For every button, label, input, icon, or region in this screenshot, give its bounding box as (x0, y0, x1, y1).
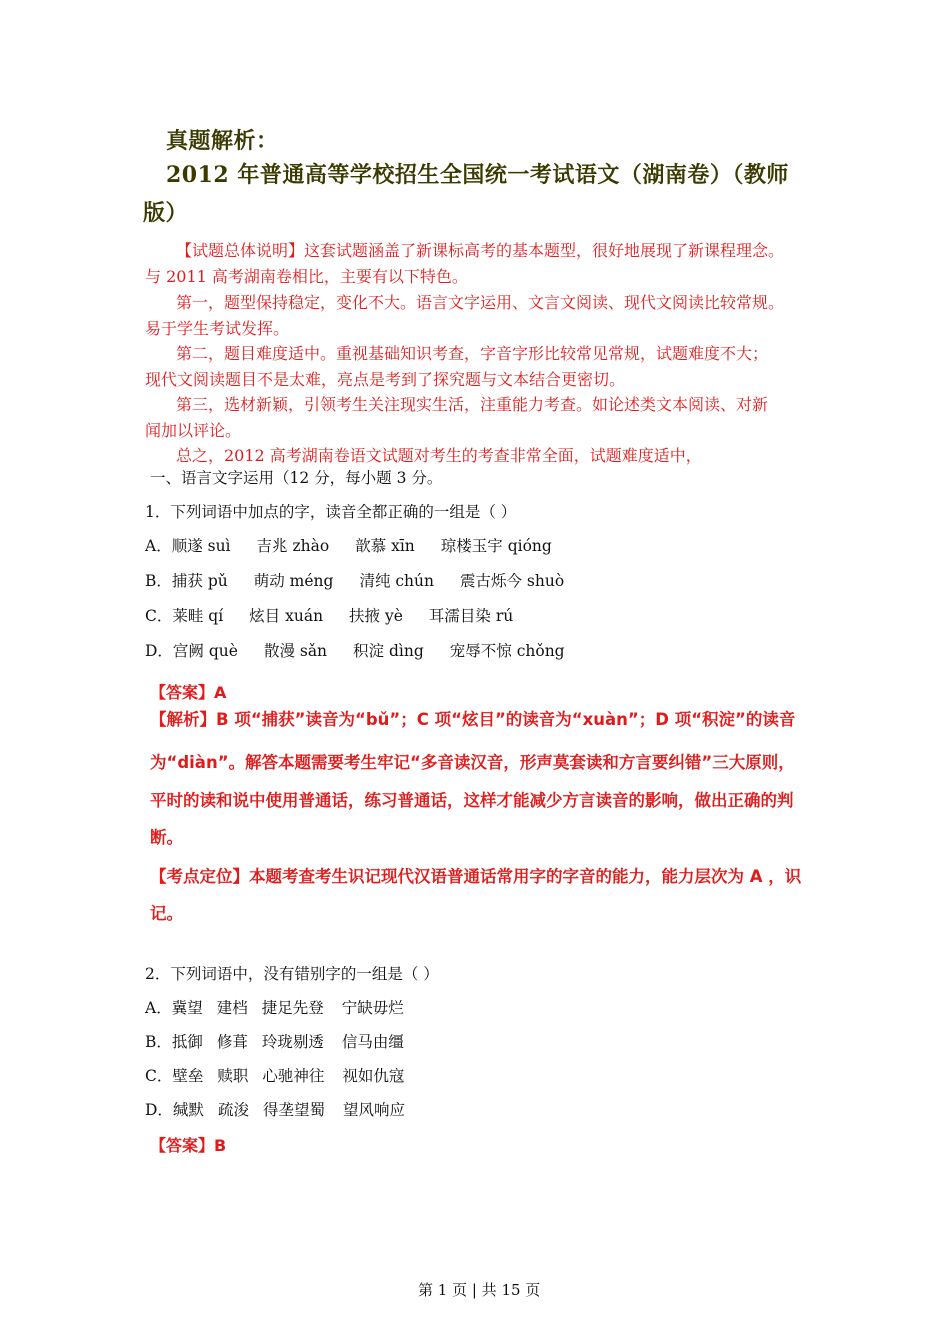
page-footer: 第 1 页 | 共 15 页 (418, 1281, 541, 1299)
q2-answer: 【答案】B (150, 1136, 227, 1155)
intro-line: 易于学生考试发挥。 (145, 319, 290, 338)
heading-line3: 版） (143, 200, 189, 226)
q1-explain-line: 【解析】B 项“捕获”读音为“bǔ”；C 项“炫目”的读音为“xuàn”；D 项“积淀”的读音 (150, 710, 796, 729)
option-term: 宁缺毋烂 (341, 999, 404, 1017)
q1-point-line: 记。 (150, 904, 183, 923)
option-term: 信马由缰 (341, 1033, 404, 1051)
option-term: C．壁垒 (145, 1067, 204, 1085)
q2-option-c (145, 1064, 430, 1086)
q2-option-d (145, 1098, 431, 1120)
q2-option-b (145, 1030, 430, 1052)
option-term: B．捕获 pǔ (145, 572, 228, 590)
option-term: 建档 (216, 999, 248, 1017)
intro-line: 闻加以评论。 (145, 421, 242, 440)
option-term: 宠辱不惊 chǒng (449, 642, 565, 660)
option-term: 心驰神往 (262, 1067, 325, 1085)
q1-option-d (145, 639, 591, 661)
intro-line: 第三，选材新颖，引领考生关注现实生活，注重能力考查。如论述类文本阅读、对新 (176, 395, 769, 414)
intro-line: 第一，题型保持稳定，变化不大。语言文字运用、文言文阅读、现代文阅读比较常规。 (176, 293, 785, 312)
question-1-stem: 1．下列词语中加点的字，读音全都正确的一组是（ ） (145, 503, 517, 521)
q1-point-line: 【考点定位】本题考查考生识记现代汉语普通话常用字的字音的能力，能力层次为 A ，识 (150, 867, 802, 886)
option-term: 清纯 chún (359, 572, 434, 590)
option-term: B．抵御 (145, 1033, 203, 1051)
option-term: A．冀望 (145, 999, 203, 1017)
option-term: 得垄望蜀 (262, 1101, 325, 1119)
option-term: C．莱畦 qí (145, 607, 224, 625)
option-term: D．缄默 (145, 1101, 204, 1119)
q1-option-b (145, 569, 590, 591)
intro-line: 总之，2012 高考湖南卷语文试题对考生的考查非常全面，试题难度适中， (176, 446, 702, 465)
option-term: 萌动 méng (253, 572, 334, 590)
section-title: 一、语言文字运用（12 分，每小题 3 分。 (150, 469, 443, 487)
option-term: 震古烁今 shuò (460, 572, 565, 590)
option-term: 扶掖 yè (349, 607, 403, 625)
q1-explain-line: 平时的读和说中使用普通话，练习普通话，这样才能减少方言读音的影响，做出正确的判 (150, 791, 794, 810)
option-term: A．顺遂 suì (145, 537, 231, 555)
option-term: 吉兆 zhào (256, 537, 330, 555)
q1-explain-line: 为“diàn”。解答本题需要考生牢记“多音读汉音，形声莫套读和方言要纠错”三大原则， (150, 753, 795, 772)
option-term: 玲珑剔透 (261, 1033, 324, 1051)
option-term: 炫目 xuán (249, 607, 324, 625)
q1-option-c (145, 604, 539, 626)
option-term: 视如仇寇 (342, 1067, 405, 1085)
q2-option-a (145, 996, 430, 1018)
option-term: 赎职 (217, 1067, 249, 1085)
option-term: 耳濡目染 rú (428, 607, 514, 625)
question-2-stem: 2．下列词语中，没有错别字的一组是（ ） (145, 965, 439, 983)
option-term: 散漫 sǎn (263, 642, 328, 660)
option-term: 疏浚 (217, 1101, 249, 1119)
option-term: 望风响应 (342, 1101, 405, 1119)
heading-line2: 2012 年普通高等学校招生全国统一考试语文（湖南卷）（教师 (166, 162, 789, 188)
option-term: 琼楼玉宇 qióng (440, 537, 552, 555)
option-term: 积淀 dìng (353, 642, 424, 660)
intro-line: 现代文阅读题目不是太难，亮点是考到了探究题与文本结合更密切。 (145, 370, 626, 389)
intro-line: 与 2011 高考湖南卷相比，主要有以下特色。 (145, 267, 468, 286)
q1-explain-line: 断。 (150, 828, 183, 847)
option-term: 修葺 (216, 1033, 248, 1051)
option-term: 歆慕 xīn (355, 537, 415, 555)
intro-line: 【试题总体说明】这套试题涵盖了新课标高考的基本题型，很好地展现了新课程理念。 (176, 241, 785, 260)
option-term: 捷足先登 (261, 999, 324, 1017)
heading-line1: 真题解析： (166, 128, 279, 154)
intro-line: 第二，题目难度适中。重视基础知识考查，字音字形比较常见常规，试题难度不大； (176, 344, 769, 363)
option-term: D．宫阙 què (145, 642, 238, 660)
q1-option-a (145, 534, 578, 556)
q1-answer: 【答案】A (150, 683, 227, 702)
